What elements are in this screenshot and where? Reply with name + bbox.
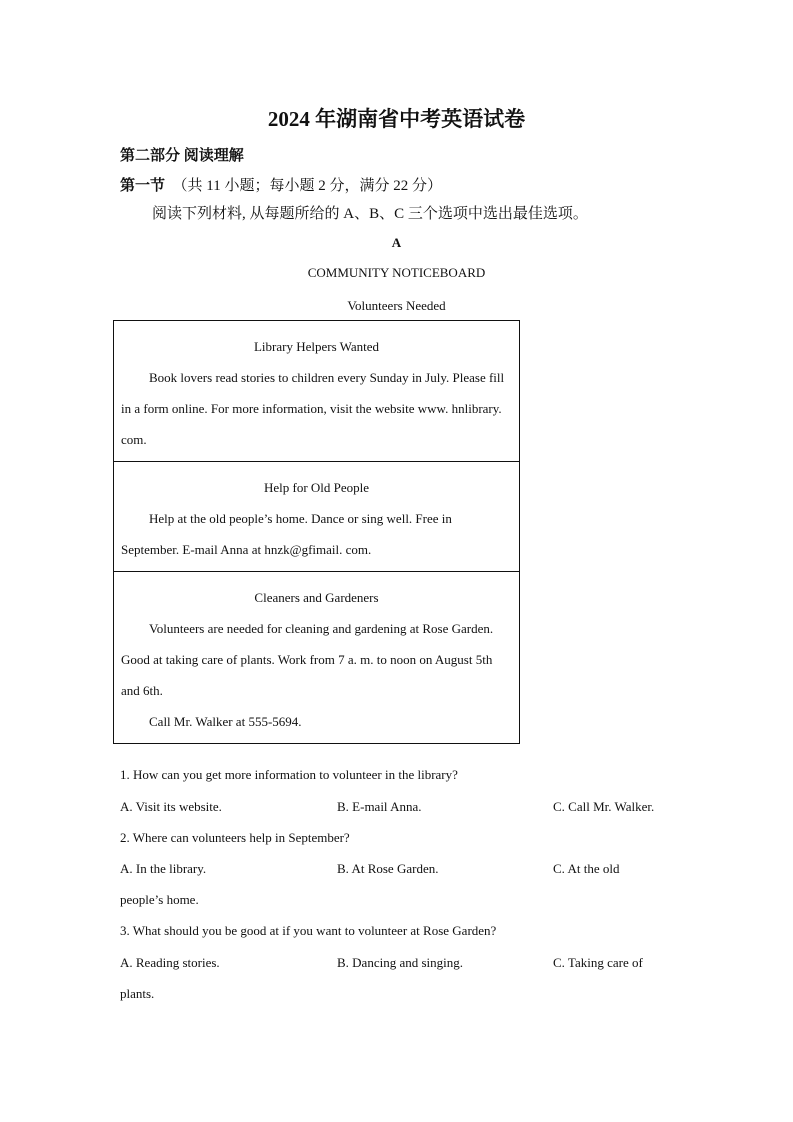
option-b: B. At Rose Garden.	[337, 861, 439, 876]
option-b: B. Dancing and singing.	[337, 955, 464, 970]
option-a: A. In the library.	[120, 861, 207, 876]
question-stem: 2. Where can volunteers help in September?	[120, 830, 350, 845]
part-heading: 第二部分 阅读理解	[120, 148, 244, 164]
notice-heading: Library Helpers Wanted	[253, 339, 380, 354]
instructions: 阅读下列材料, 从每题所给的 A、B、C 三个选项中选出最佳选项。	[152, 206, 588, 222]
passage-label: A	[391, 235, 402, 250]
notice-cell	[114, 321, 520, 462]
board-subtitle: Volunteers Needed	[347, 298, 446, 313]
question-stem: 3. What should you be good at if you want to volunteer at Rose Garden?	[120, 923, 497, 938]
exam-title: 2024 年湖南省中考英语试卷	[267, 107, 526, 131]
notice-table	[113, 320, 520, 744]
notice-cell	[114, 572, 520, 744]
section-scoring: （共 11 小题；每小题 2 分，满分 22 分）	[172, 178, 442, 194]
option-c: C. Taking care of	[553, 955, 643, 970]
question-stem: 1. How can you get more information to volunteer in the library?	[120, 767, 458, 782]
option-a: A. Reading stories.	[120, 955, 220, 970]
option-c: C. At the old	[553, 861, 620, 876]
option-a: A. Visit its website.	[120, 799, 222, 814]
notice-body: Help at the old people’s home. Dance or sing well. Free in September. E-mail Anna at hnzk@gfimail. com.	[121, 511, 452, 557]
section-heading	[120, 174, 442, 195]
option-c: C. Call Mr. Walker.	[553, 799, 655, 814]
notice-cell	[114, 462, 520, 572]
option-c-wrap: plants.	[120, 986, 155, 1001]
notice-body: Book lovers read stories to children every Sunday in July. Please fill in a form online. For more information, visit the website www. hnlibrary. com.	[121, 370, 505, 447]
notice-contact: Call Mr. Walker at 555-5694.	[149, 714, 302, 729]
notice-heading: Cleaners and Gardeners	[254, 590, 379, 605]
board-title: COMMUNITY NOTICEBOARD	[307, 265, 486, 280]
option-b: B. E-mail Anna.	[337, 799, 422, 814]
option-c-wrap: people’s home.	[120, 892, 199, 907]
section-label: 第一节	[120, 178, 166, 194]
notice-body: Volunteers are needed for cleaning and gardening at Rose Garden. Good at taking care of plants. Work from 7 a. m. to noon on August 5th and 6th.	[121, 621, 494, 698]
notice-heading: Help for Old People	[263, 480, 370, 495]
